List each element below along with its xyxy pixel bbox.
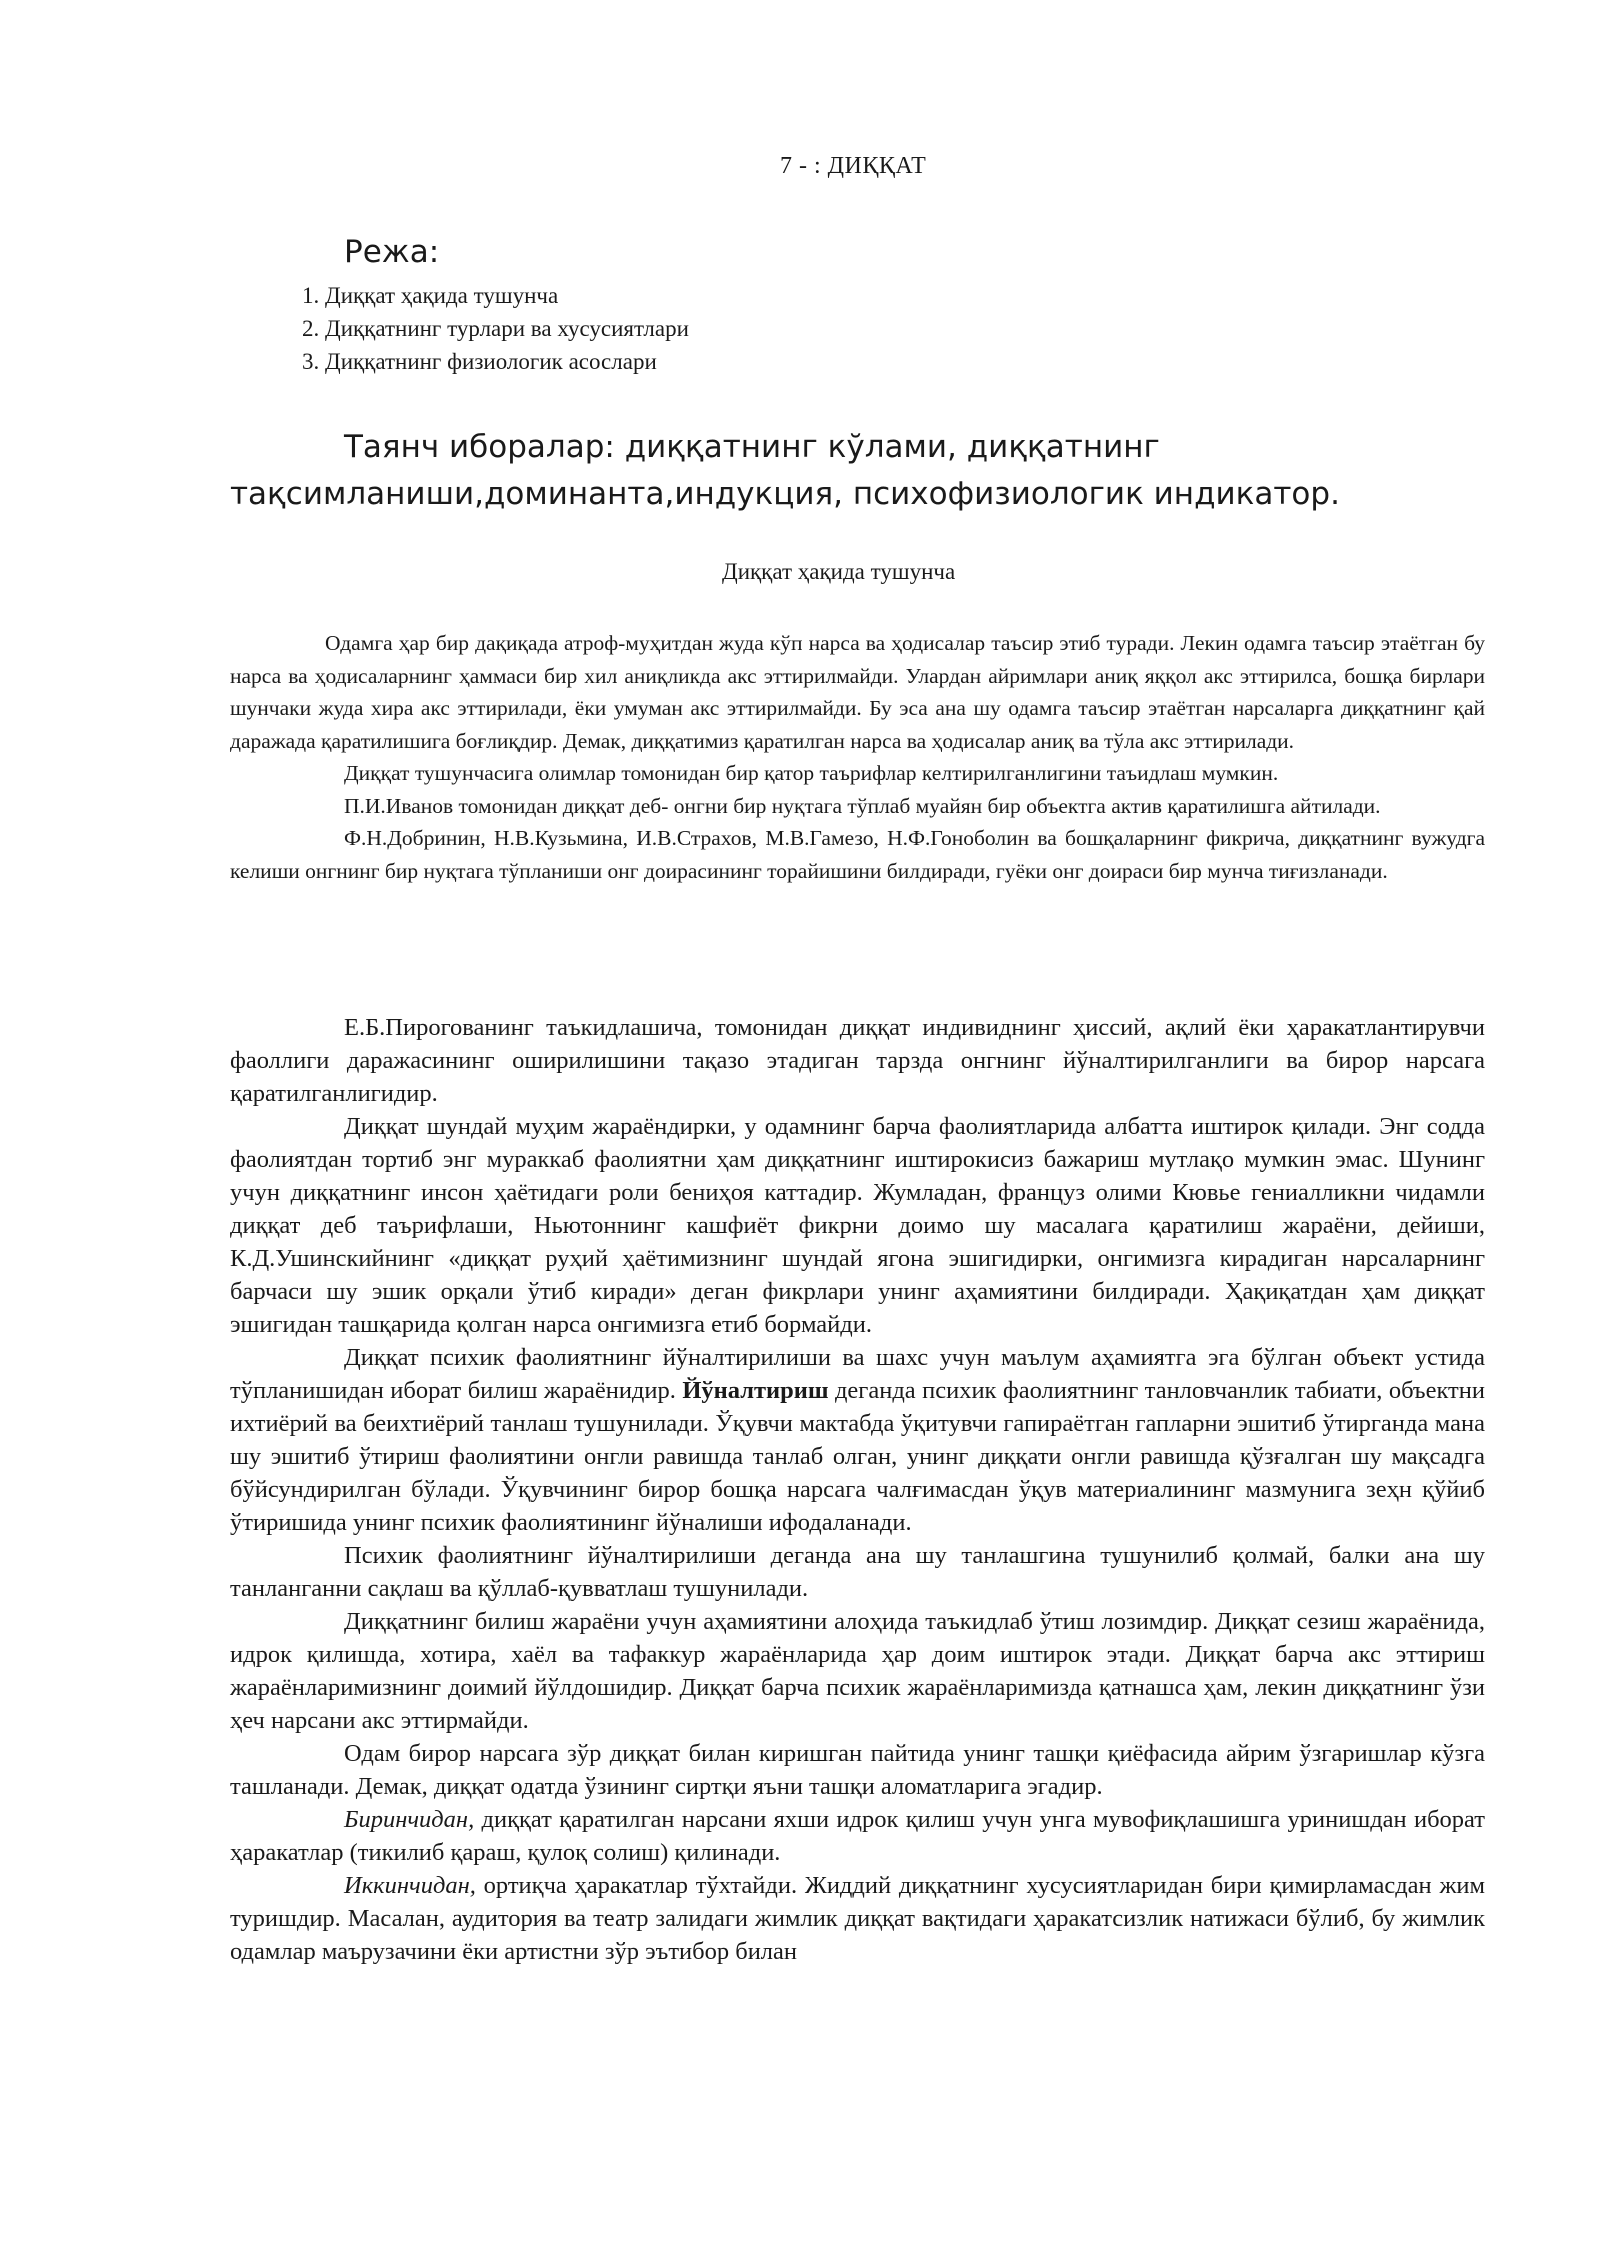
paragraph: Одамга ҳар бир дақиқада атроф-муҳитдан жуда кўп нарса ва ҳодисалар таъсир этиб туради. Лекин одамга таъсир этаётган бу нарса ва ҳодисаларнинг ҳаммаси бир хил аниқликда акс эттирилмайди. Улардан айримлари аниқ яққол акс эттирилса, бошқа бирлари шунчаки жуда хира акс эттирилади, ёки умуман акс эттирилмайди. Бу эса ана шу одамга таъсир этаётган нарсаларга диққатнинг қай даражада қаратилишига боғлиқдир. Демак, диққатимиз қаратилган нарса ва ҳодисалар аниқ ва тўла акс эттирилади. <box>230 631 1485 753</box>
chapter-title: 7 - : ДИҚҚАТ <box>780 153 927 179</box>
bold-term: Йўналтириш <box>682 1377 829 1404</box>
paragraph-text: ортиқча ҳаракатлар тўхтайди. Жиддий диққатнинг хусусиятларидан бири қимирламасдан жим туришдир. Масалан, аудитория ва театр залидаги жимлик диққат вақтидаги ҳаракатсизлик натижаси бўлиб, бу жимлик одамлар маърузачини ёки артистни зўр эътибор билан <box>230 1872 1485 1965</box>
paragraph <box>230 1803 1485 1869</box>
main-text-block <box>230 1011 1485 1968</box>
plan-item: 3. Диққатнинг физиологик асослари <box>302 349 657 374</box>
paragraph: Ф.Н.Добринин, Н.В.Кузьмина, И.В.Страхов, М.В.Гамезо, Н.Ф.Гоноболин ва бошқаларнинг фикрича, диққатнинг вужудга келиши онгнинг бир нуқтага тўпланиши онг доирасининг торайишини билдиради, гуёки онг доираси бир мунча тиғизланади. <box>230 826 1485 883</box>
paragraph: Одам бирор нарсага зўр диққат билан киришган пайтида унинг ташқи қиёфасида айрим ўзгаришлар кўзга ташланади. Демак, диққат одатда ўзининг сиртқи яъни ташқи аломатларига эгадир. <box>230 1740 1485 1800</box>
section-heading: Диққат ҳақида тушунча <box>722 559 956 584</box>
plan-list <box>302 279 689 378</box>
paragraph: Е.Б.Пирогованинг таъкидлашича, томонидан диққат индивиднинг ҳиссий, ақлий ёки ҳаракатлантирувчи фаоллиги даражасининг оширилишини тақазо этадиган тарзда онгнинг йўналтирилганлиги ва бирор нарсага қаратилганлигидир. <box>230 1014 1485 1107</box>
paragraph-text: Диққат психик фаолиятнинг йўналтирилиши ва шахс учун маълум аҳамиятга эга бўлган объект устида тўпланишидан иборат билиш жараёнидир. <box>230 1344 1485 1404</box>
paragraph-text: диққат қаратилган нарсани яхши идрок қилиш учун унга мувофиқлашишга уринишдан иборат ҳаракатлар (тикилиб қараш, қулоқ солиш) қилинади. <box>230 1806 1485 1866</box>
paragraph: Диққат тушунчасига олимлар томонидан бир қатор таърифлар келтирилганлигини таъидлаш мумкин. <box>344 761 1279 785</box>
keywords-paragraph: Таянч иборалар: диққатнинг кўлами, диққатнинг тақсимланиши,доминанта,индукция, психофизиологик индикатор. <box>230 429 1340 512</box>
paragraph: Диққат шундай муҳим жараёндирки, у одамнинг барча фаолиятларида албатта иштирок қилади. Энг содда фаолиятдан тортиб энг мураккаб фаолиятни ҳам диққатнинг иштирокисиз бажариш мутлақо мумкин эмас. Шунинг учун диққатнинг инсон ҳаётидаги роли бениҳоя каттадир. Жумладан, француз олими Кювье гениалликни чидамли диққат деб таърифлаши, Ньютоннинг кашфиёт фикрни доимо шу масалага қаратилиш жараёни, дейиши, К.Д.Ушинскийнинг «диққат руҳий ҳаётимизнинг шундай ягона эшигидирки, онгимизга кирадиган нарсаларнинг барчаси шу эшик орқали ўтиб киради» деган фикрлари унинг аҳамиятини билдиради. Ҳақиқатдан ҳам диққат эшигидан ташқарида қолган нарса онгимизга етиб бормайди. <box>230 1113 1485 1338</box>
paragraph-text: деганда психик фаолиятнинг танловчанлик табиати, объектни ихтиёрий ва беихтиёрий танлаш тушунилади. Ўқувчи мактабда ўқитувчи гапираётган гапларни эшитиб ўтирганда мана шу эшитиб ўтириш фаолиятини онгли равишда танлаб олган, унинг диққати онгли равишда қўзғалган шу мақсадга бўйсундирилган бўлади. Ўқувчининг бирор бошқа нарсага чалғимасдан ўқув материалининг мазмунига зеҳн қўйиб ўтиришида унинг психик фаолиятининг йўналиши ифодаланади. <box>230 1377 1485 1536</box>
italic-term: Иккинчидан, <box>344 1872 476 1899</box>
plan-item: 1. Диққат ҳақида тушунча <box>302 283 559 308</box>
paragraph <box>230 1341 1485 1539</box>
paragraph: Диққатнинг билиш жараёни учун аҳамиятини алоҳида таъкидлаб ўтиш лозимдир. Диққат сезиш жараёнида, идрок қилишда, хотира, хаёл ва тафаккур жараёнларида ҳар доим иштирок этади. Диққат барча акс эттириш жараёнларимизнинг доимий йўлдошидир. Диққат барча психик жараёнларимизда қатнашса ҳам, лекин диққатнинг ўзи ҳеч нарсани акс эттирмайди. <box>230 1608 1485 1734</box>
paragraph <box>230 1869 1485 1968</box>
paragraph: П.И.Иванов томонидан диққат деб- онгни бир нуқтага тўплаб муайян бир объектга актив қаратилишга айтилади. <box>344 793 1381 818</box>
plan-item: 2. Диққатнинг турлари ва хусусиятлари <box>302 316 689 341</box>
intro-text-block <box>230 627 1485 887</box>
italic-term: Биринчидан, <box>344 1806 475 1833</box>
plan-heading: Режа: <box>344 234 440 270</box>
paragraph: Психик фаолиятнинг йўналтирилиши деганда ана шу танлашгина тушунилиб қолмай, балки ана шу танланганни сақлаш ва қўллаб-қувватлаш тушунилади. <box>230 1542 1485 1602</box>
